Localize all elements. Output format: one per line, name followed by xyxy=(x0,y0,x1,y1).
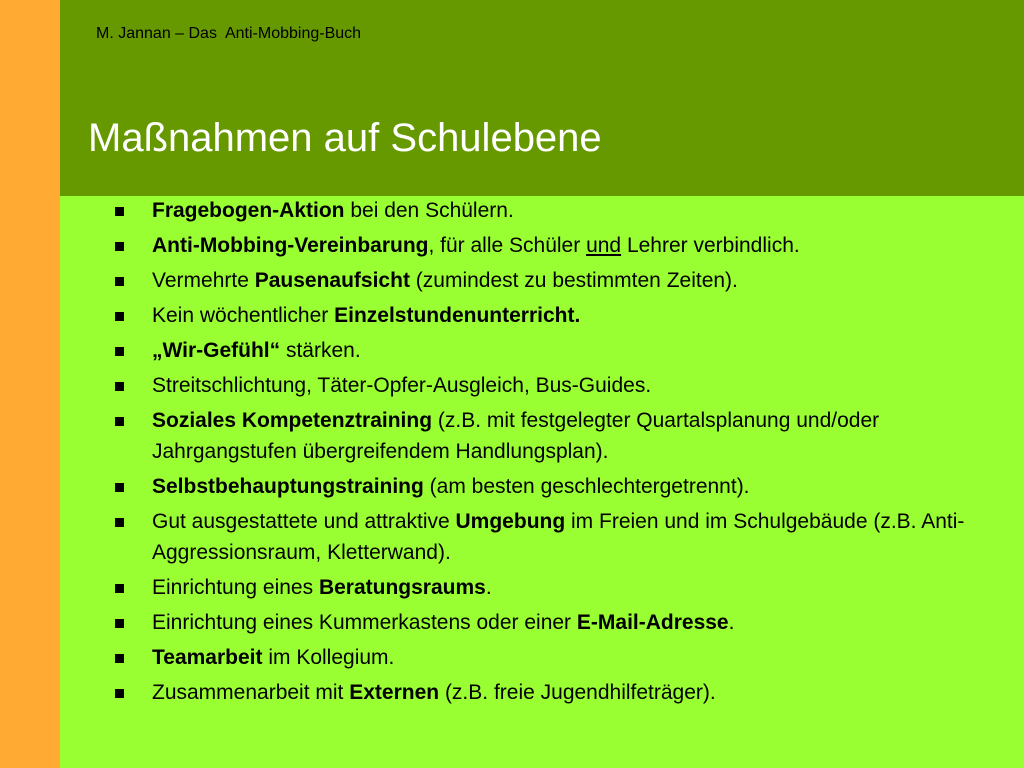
item-text: Zusammenarbeit mit xyxy=(152,681,350,704)
bullet-item xyxy=(112,335,972,366)
item-text: Kein wöchentlicher xyxy=(152,304,335,327)
square-bullet-icon xyxy=(115,242,124,251)
square-bullet-icon xyxy=(115,584,124,593)
header-band xyxy=(60,0,1024,196)
bold-text: Einzelstundenunterricht. xyxy=(334,304,581,327)
bold-text: Selbstbehauptungstraining xyxy=(152,475,424,498)
square-bullet-icon xyxy=(115,312,124,321)
bullet-item xyxy=(112,300,972,331)
bullet-item xyxy=(112,607,972,638)
item-text: Streitschlichtung, Täter-Opfer-Ausgleich, Bus-Guides. xyxy=(152,374,652,397)
bold-text: Anti-Mobbing-Vereinbarung xyxy=(152,234,429,257)
square-bullet-icon xyxy=(115,347,124,356)
bold-text: Soziales Kompetenztraining xyxy=(152,409,433,432)
bullet-list xyxy=(112,195,972,712)
square-bullet-icon xyxy=(115,207,124,216)
bold-text: E-Mail-Adresse xyxy=(576,611,729,634)
bullet-item xyxy=(112,370,972,401)
item-text: Einrichtung eines Kummerkastens oder einer xyxy=(152,611,577,634)
bullet-item xyxy=(112,405,972,467)
square-bullet-icon xyxy=(115,518,124,527)
square-bullet-icon xyxy=(115,619,124,628)
bullet-item xyxy=(112,572,972,603)
square-bullet-icon xyxy=(115,689,124,698)
slide-title: Maßnahmen auf Schulebene xyxy=(88,116,602,160)
item-text: , für alle Schüler xyxy=(428,234,587,257)
item-text: Vermehrte xyxy=(152,269,255,292)
bullet-item xyxy=(112,195,972,226)
item-text: stärken. xyxy=(280,339,361,362)
item-text: im Freien und im Schulgebäude (z.B. Anti-Aggressionsraum, Kletterwand). xyxy=(152,510,965,564)
square-bullet-icon xyxy=(115,277,124,286)
bold-text: Beratungsraums xyxy=(318,576,486,599)
underlined-text: und xyxy=(586,234,622,257)
bold-text: „Wir-Gefühl“ xyxy=(152,339,281,362)
item-text: . xyxy=(728,611,735,634)
item-text: (z.B. mit festgelegter Quartalsplanung und/oder Jahrgangstufen übergreifendem Handlungsplan). xyxy=(152,409,880,463)
bold-text: Umgebung xyxy=(455,510,566,533)
bold-text: Externen xyxy=(349,681,440,704)
item-text: bei den Schülern. xyxy=(344,199,514,222)
item-text: Gut ausgestattete und attraktive xyxy=(152,510,456,533)
bullet-item xyxy=(112,506,972,568)
bold-text: Teamarbeit xyxy=(152,646,263,669)
item-text: im Kollegium. xyxy=(262,646,395,669)
left-accent-bar xyxy=(0,0,60,768)
square-bullet-icon xyxy=(115,382,124,391)
item-text: Einrichtung eines xyxy=(152,576,319,599)
square-bullet-icon xyxy=(115,654,124,663)
item-text: Lehrer verbindlich. xyxy=(621,234,800,257)
author-line: M. Jannan – Das Anti-Mobbing-Buch xyxy=(96,25,362,42)
bullet-item xyxy=(112,265,972,296)
item-text: (z.B. freie Jugendhilfeträger). xyxy=(439,681,716,704)
bullet-item xyxy=(112,471,972,502)
bullet-item xyxy=(112,677,972,708)
bold-text: Fragebogen-Aktion xyxy=(152,199,345,222)
bold-text: Pausenaufsicht xyxy=(254,269,410,292)
bullet-item xyxy=(112,230,972,261)
item-text: (am besten geschlechtergetrennt). xyxy=(423,475,750,498)
square-bullet-icon xyxy=(115,417,124,426)
bullet-item xyxy=(112,642,972,673)
item-text: . xyxy=(485,576,492,599)
item-text: (zumindest zu bestimmten Zeiten). xyxy=(409,269,738,292)
square-bullet-icon xyxy=(115,483,124,492)
